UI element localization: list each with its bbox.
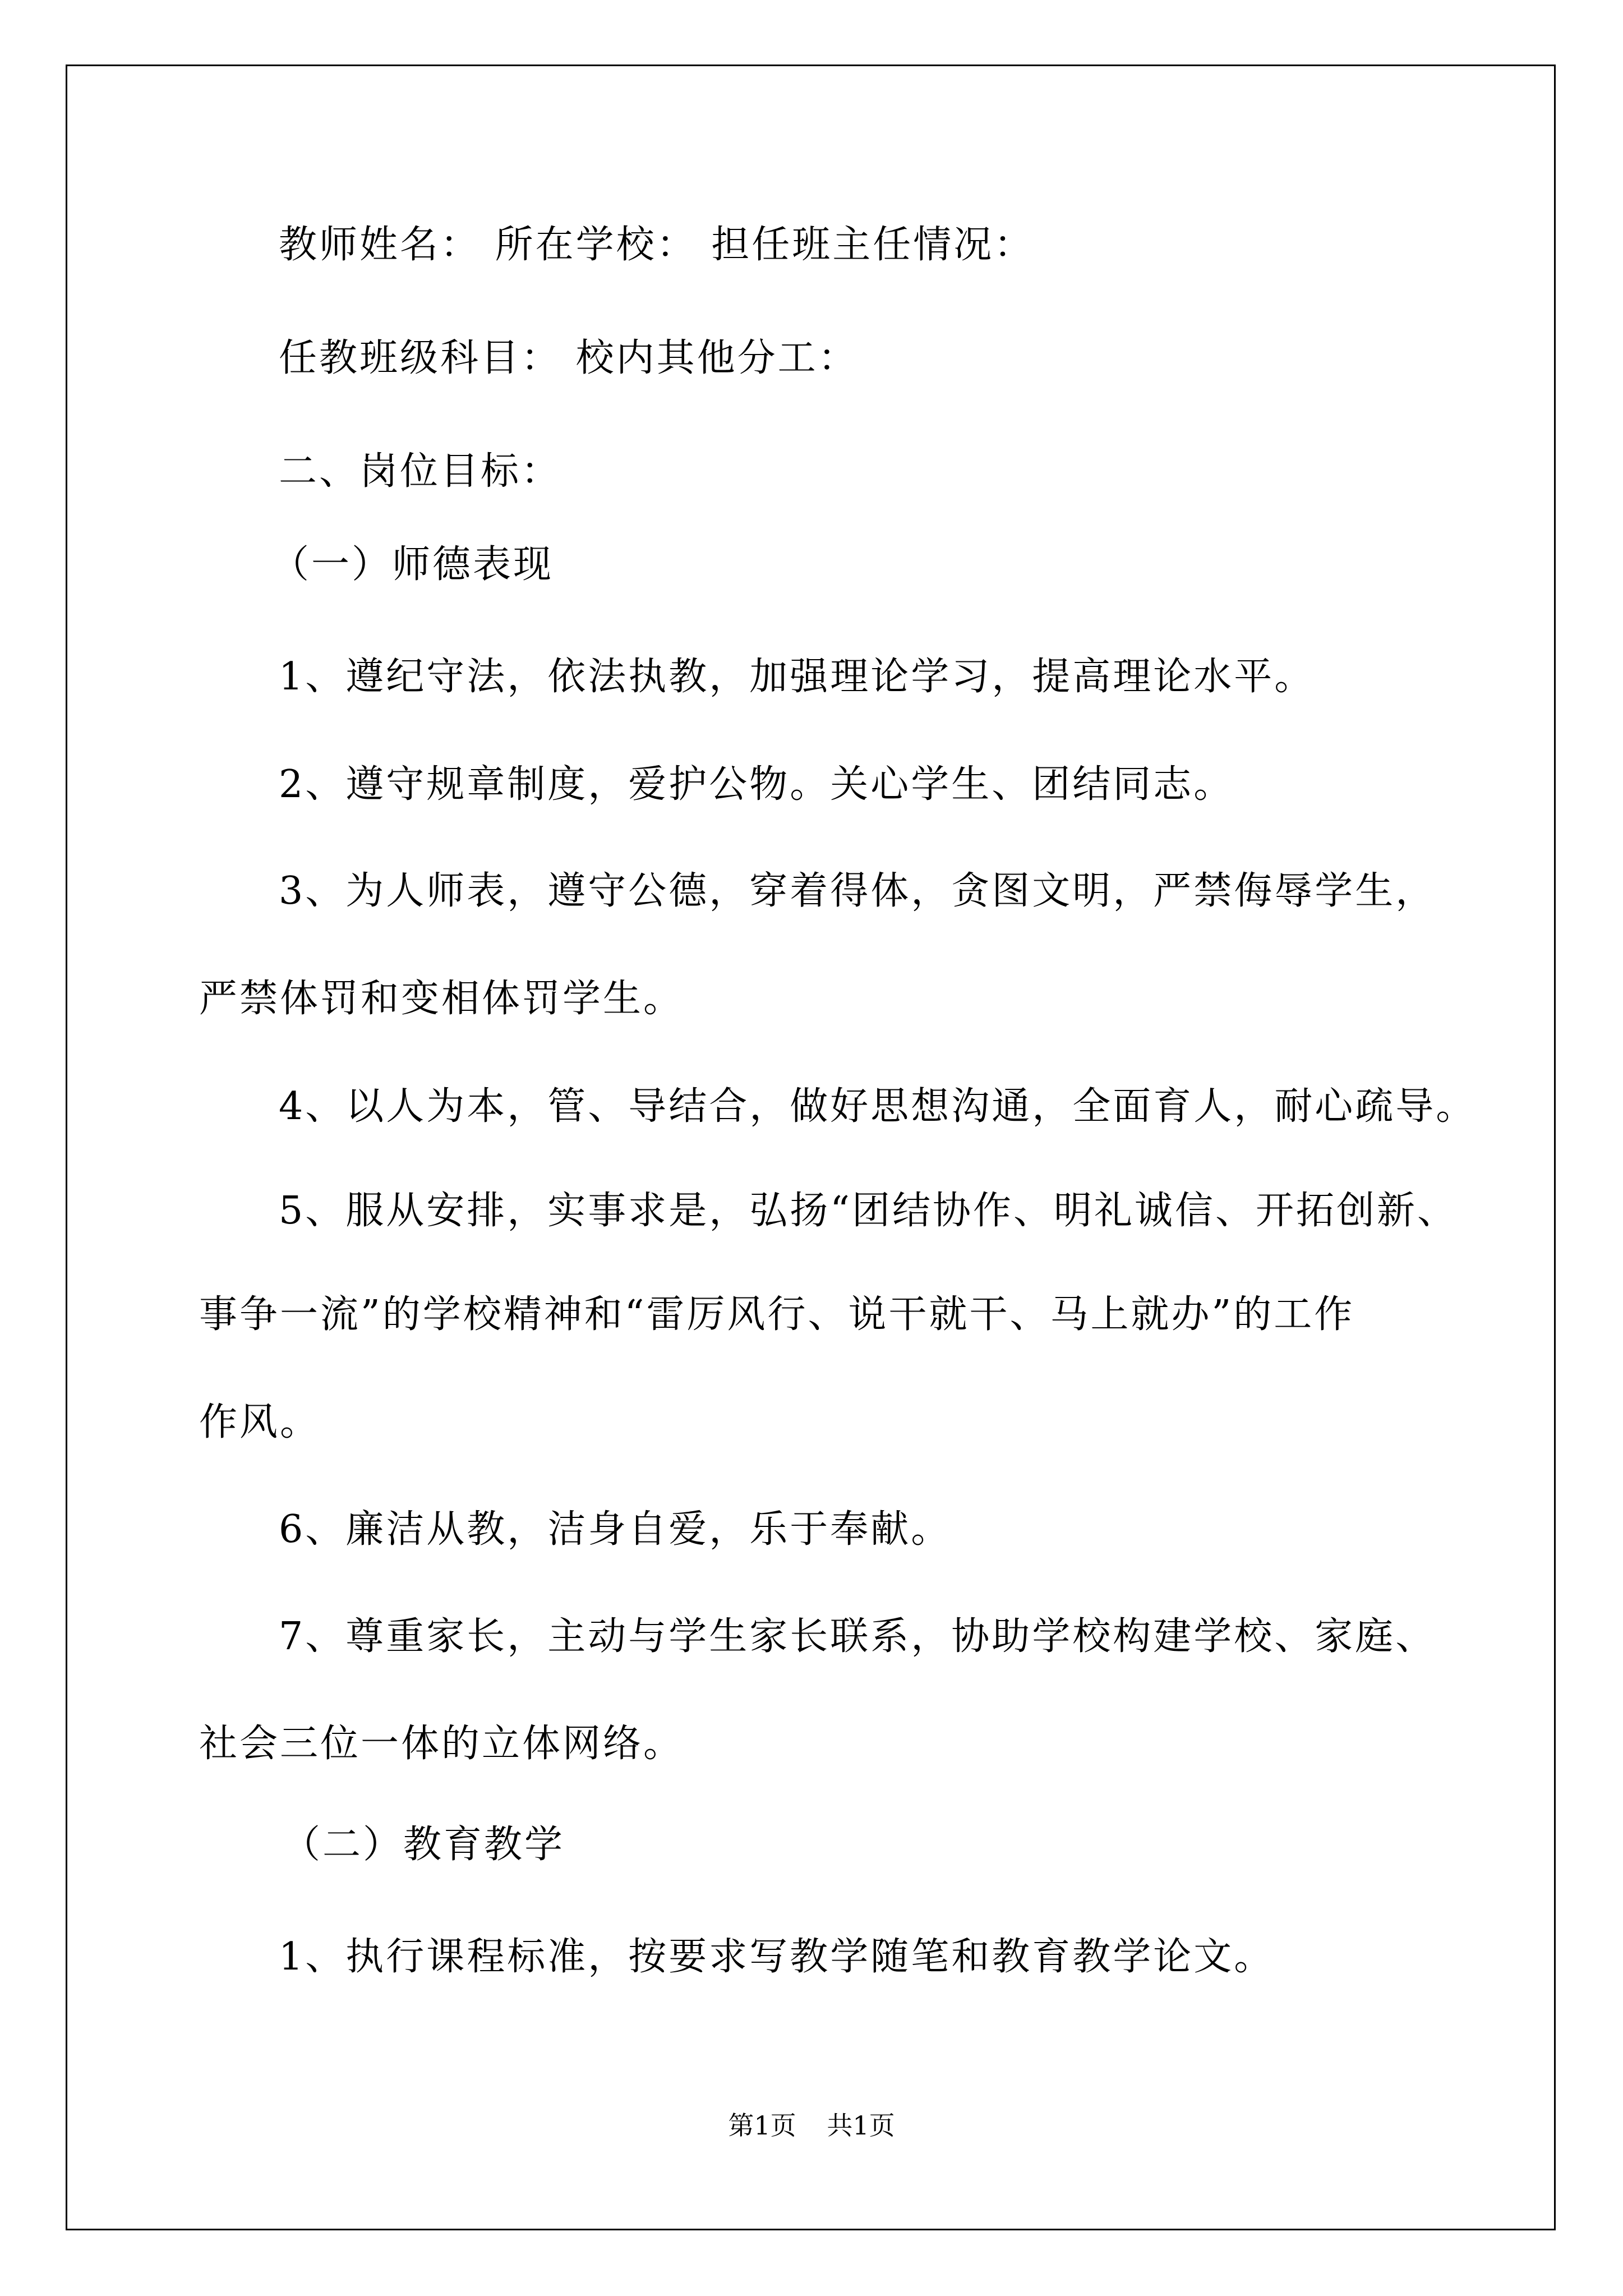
paragraph-line: 7、尊重家长，主动与学生家长联系，协助学校构建学校、家庭、	[279, 1614, 1436, 1659]
paragraph-line: 3、为人师表，遵守公德，穿着得体，贪图文明，严禁侮辱学生，	[279, 869, 1436, 913]
paragraph-line: 作风。	[199, 1400, 321, 1444]
paragraph-line: 社会三位一体的立体网络。	[199, 1722, 684, 1766]
page-total: 共1页	[827, 2110, 895, 2141]
paragraph-line: 4、以人为本，管、导结合，做好思想沟通，全面育人，耐心疏导。	[279, 1084, 1477, 1129]
paragraph-line: 2、遵守规章制度，爱护公物。关心学生、团结同志。	[279, 762, 1234, 807]
paragraph-line: 事争一流”的学校精神和“雷厉风行、说干就干、马上就办”的工作	[199, 1292, 1355, 1337]
page-border	[66, 65, 1556, 2230]
paragraph-line: 1、遵纪守法，依法执教，加强理论学习，提高理论水平。	[279, 655, 1315, 699]
paragraph-line: 1、执行课程标准，按要求写教学随笔和教育教学论文。	[279, 1935, 1275, 1979]
class-subject-line: 任教班级科目： 校内其他分工：	[279, 336, 859, 380]
section-heading-goals: 二、岗位目标：	[279, 449, 562, 494]
page-footer	[0, 2105, 1623, 2142]
subheading-teaching: （二）教育教学	[282, 1823, 565, 1867]
paragraph-line: 严禁体罚和变相体罚学生。	[199, 977, 684, 1021]
paragraph-line: 5、服从安排，实事求是，弘扬“团结协作、明礼诚信、开拓创新、	[279, 1189, 1458, 1233]
teacher-info-line: 教师姓名： 所在学校： 担任班主任情况：	[279, 223, 1035, 267]
paragraph-line: 6、廉洁从教，洁身自爱，乐于奉献。	[279, 1507, 952, 1552]
page-number: 第1页	[728, 2110, 796, 2141]
subheading-ethics: （一）师德表现	[271, 542, 554, 587]
